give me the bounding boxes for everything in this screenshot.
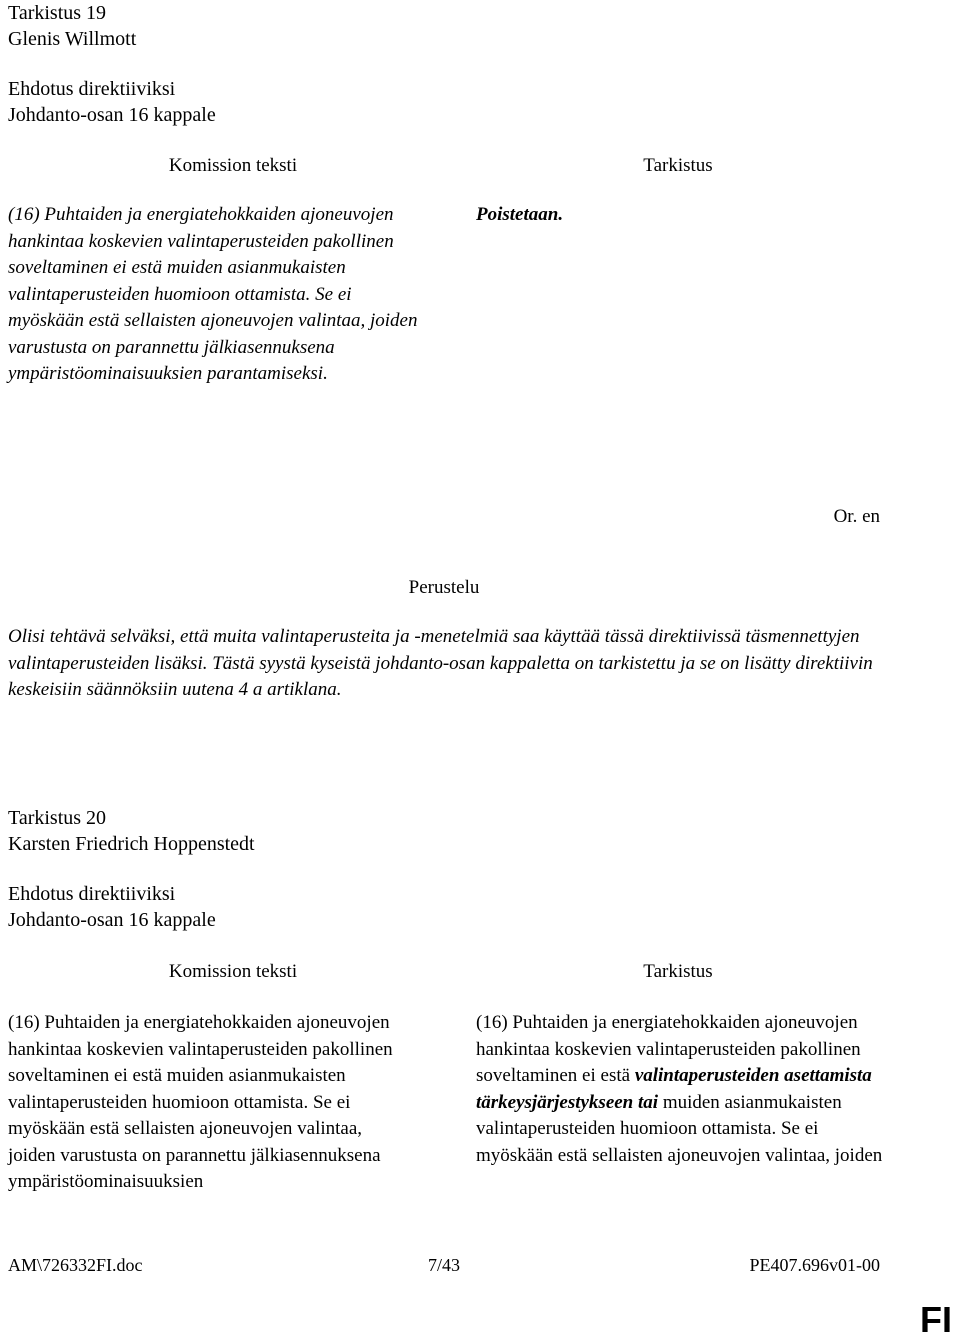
original-language: Or. en [833,506,880,527]
amendment-20-amendment-text [476,1010,886,1169]
amendment-20-proposal: Ehdotus direktiiviksi [8,883,176,905]
amendment-20-author: Karsten Friedrich Hoppenstedt [8,833,255,855]
amendment-20-location: Johdanto-osan 16 kappale [8,909,216,931]
amendment-19-location: Johdanto-osan 16 kappale [8,104,216,126]
footer-doc-ref: AM\726332FI.doc [8,1255,143,1275]
footer-language-code: FI [920,1299,952,1340]
amendment-20-amendment-heading: Tarkistus [643,961,713,982]
amendment-20-commission-heading: Komission teksti [168,961,298,982]
amendment-19-proposal: Ehdotus direktiiviksi [8,78,176,100]
amendment-19-title: Tarkistus 19 [8,2,107,24]
amendment-19-amendment-text: Poistetaan. [476,204,564,225]
amendment-20-text-start: (16) Puhtaiden ja energiatehokkaiden ajoneuvojen hankintaa koskevien valintaperusteiden pakollinen soveltaminen ei estä [476,1012,861,1086]
amendment-20-inserted-text: valintaperusteiden asettamista tärkeysjärjestykseen tai [476,1065,872,1113]
footer-page-number: 7/43 [427,1255,460,1275]
amendment-20-text-end: muiden asianmukaisten valintaperusteiden huomioon ottamista. Se ei myöskään estä sellaisten ajoneuvojen valintaa, joiden [476,1091,883,1166]
amendment-19-author: Glenis Willmott [8,28,137,50]
footer-pe-ref: PE407.696v01-00 [749,1255,880,1275]
amendment-19-amendment-heading: Tarkistus [643,155,713,176]
amendment-20-title: Tarkistus 20 [8,807,107,829]
justification-text: Olisi tehtävä selväksi, että muita valintaperusteita ja -menetelmiä saa käyttää tässä direktiivissä täsmennettyjen valintaperusteiden lisäksi. Tästä syystä kyseistä johdanto-osan kappaletta on tarkistettu ja se on lisätty direktiivin keskeisiin säännöksiin uutena 4 a artiklana. [8,626,873,700]
amendment-19-commission-heading: Komission teksti [168,155,298,176]
amendment-20-commission-text: (16) Puhtaiden ja energiatehokkaiden ajoneuvojen hankintaa koskevien valintaperusteiden pakollinen soveltaminen ei estä muiden asianmukaisten valintaperusteiden huomioon ottamista. Se ei myöskään estä sellaisten ajoneuvojen valintaa, joiden varustusta on parannettu jälkiasennuksena ympäristöominaisuuksien [8,1012,393,1192]
justification-heading: Perustelu [408,577,480,598]
amendment-19-commission-text: (16) Puhtaiden ja energiatehokkaiden ajoneuvojen hankintaa koskevien valintaperusteiden pakollinen soveltaminen ei estä muiden asianmukaisten valintaperusteiden huomioon ottamista. Se ei myöskään estä sellaisten ajoneuvojen valintaa, joiden varustusta on parannettu jälkiasennuksena ympäristöominaisuuksien parantamiseksi. [8,204,418,384]
